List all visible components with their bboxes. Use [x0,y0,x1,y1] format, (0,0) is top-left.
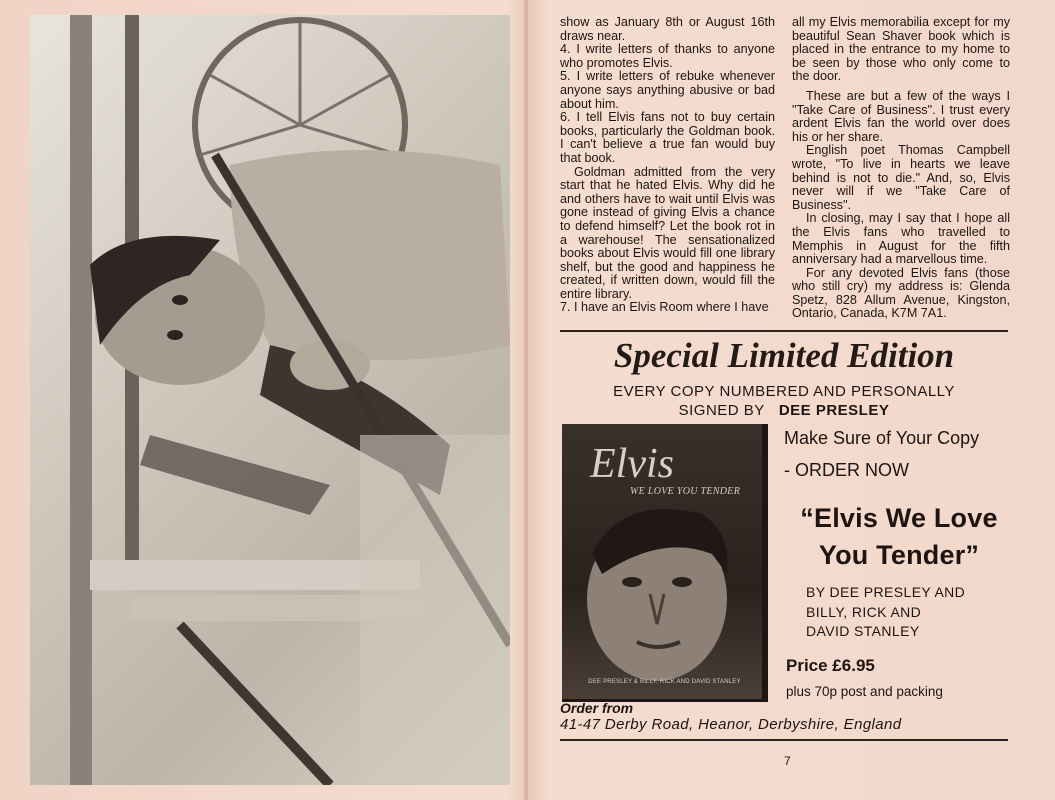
book-cover-authors: DEE PRESLEY & BILLY, RICK AND DAVID STANLEY [588,679,741,685]
article-paragraph: 6. I tell Elvis fans not to buy certain books, particularly the Goldman book. I can't believe a true fan would buy that book. [560,110,775,165]
ad-subheadline-line2 [560,401,1008,420]
article-paragraph: all my Elvis memorabilia except for my beautiful Sean Shaver book which is placed in the entrance to my home to be seen by those who only come to the door. [792,15,1010,84]
article-paragraph: 4. I write letters of thanks to anyone who promotes Elvis. [560,42,775,70]
article-column-left [560,16,775,315]
authors-credit [806,583,965,642]
article-paragraph: 7. I have an Elvis Room where I have [560,300,769,315]
article-paragraph: These are but a few of the ways I "Take Care of Business". I trust every ardent Elvis fan the world over does his or her share. [792,88,1010,144]
divider-top [560,330,1008,332]
article-column-right [792,16,1010,321]
signer-name: DEE PRESLEY [778,402,890,419]
book-cover-title: Elvis [590,441,674,487]
order-from-label: Order from [560,700,634,716]
article-paragraph: In closing, may I say that I hope all the Elvis fans who travelled to Memphis in August for the fifth anniversary had a marvellous time. [792,211,1010,267]
page-number: 7 [784,754,791,768]
authors-line2: BILLY, RICK AND [806,603,922,620]
book-title-line2: You Tender” [818,540,980,570]
article-paragraph: show as January 8th or August 16th draws near. [560,15,775,43]
elvis-photograph [30,15,510,785]
article-paragraph: Goldman admitted from the very start that he hated Elvis. Why did he and others have to wait until Elvis was gone instead of giving Elvis a chance to defend himself? Let the book rot in a warehouse! The sensationalized books about Elvis would fill one library shelf, but the good and happiness he created, if written down, would fill the entire library. [560,164,775,301]
article-paragraph: For any devoted Elvis fans (those who still cry) my address is: Glenda Spetz, 828 Allum Avenue, Kingston, Ontario, Canada, K7M 7A1. [792,265,1010,321]
signed-by-label: SIGNED BY [678,402,765,419]
book-title-line1: “Elvis We Love [800,503,998,533]
postage-note: plus 70p post and packing [786,684,943,699]
ad-headline: Special Limited Edition [613,336,955,375]
order-now-text: - ORDER NOW [784,460,909,480]
book-title [784,500,1014,574]
authors-line1: BY DEE PRESLEY AND [806,584,966,600]
make-sure-text: Make Sure of Your Copy [784,428,980,448]
order-address: 41-47 Derby Road, Heanor, Derbyshire, England [560,716,902,733]
article-paragraph: 5. I write letters of rebuke whenever anyone says anything abusive or bad about him. [560,69,775,111]
ad-subheadline [560,382,1008,420]
authors-line3: DAVID STANLEY [806,623,920,639]
ad-subheadline-line1: EVERY COPY NUMBERED AND PERSONALLY [613,383,955,400]
article-paragraph: English poet Thomas Campbell wrote, "To live in hearts we leave behind is not to die." And, so, Elvis never will if we "Take Care of Business". [792,143,1010,212]
book-cover-image [562,424,768,702]
price-label: Price £6.95 [786,656,875,675]
page-gutter [524,0,528,800]
book-cover-tagline: WE LOVE YOU TENDER [630,486,741,497]
divider-bottom [560,739,1008,741]
